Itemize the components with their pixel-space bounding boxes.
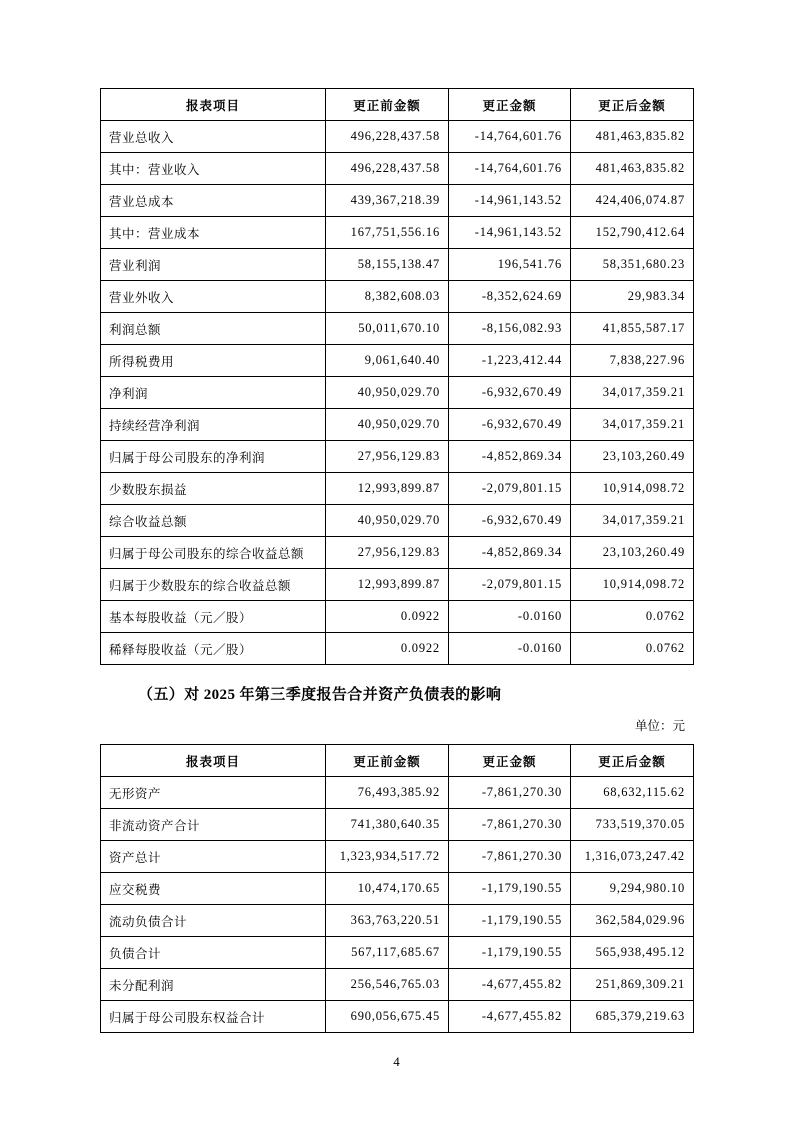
row-adjustment: -1,179,190.55 xyxy=(449,873,571,905)
row-before: 50,011,670.10 xyxy=(326,313,449,345)
unit-label: 单位：元 xyxy=(634,719,685,733)
row-before: 496,228,437.58 xyxy=(326,153,449,185)
income-statement-table xyxy=(100,88,694,665)
balance-sheet-table xyxy=(100,744,694,1033)
table-header-row xyxy=(101,89,694,121)
row-label: 归属于少数股东的综合收益总额 xyxy=(101,569,326,601)
row-before: 58,155,138.47 xyxy=(326,249,449,281)
row-after: 58,351,680.23 xyxy=(571,249,694,281)
row-label: 归属于母公司股东的净利润 xyxy=(101,441,326,473)
row-after: 0.0762 xyxy=(571,633,694,665)
row-label: 营业外收入 xyxy=(101,281,326,313)
row-before: 363,763,220.51 xyxy=(326,905,449,937)
table-row xyxy=(101,281,694,313)
row-after: 733,519,370.05 xyxy=(571,809,694,841)
row-after: 10,914,098.72 xyxy=(571,569,694,601)
row-label: 归属于母公司股东权益合计 xyxy=(101,1001,326,1033)
row-before: 9,061,640.40 xyxy=(326,345,449,377)
row-after: 10,914,098.72 xyxy=(571,473,694,505)
row-adjustment: -6,932,670.49 xyxy=(449,505,571,537)
table-row xyxy=(101,249,694,281)
row-label: 无形资产 xyxy=(101,777,326,809)
column-header-before: 更正前金额 xyxy=(326,745,449,777)
table-row xyxy=(101,841,694,873)
table-row xyxy=(101,873,694,905)
row-after: 565,938,495.12 xyxy=(571,937,694,969)
row-after: 152,790,412.64 xyxy=(571,217,694,249)
row-adjustment: -6,932,670.49 xyxy=(449,409,571,441)
row-after: 34,017,359.21 xyxy=(571,409,694,441)
row-adjustment: -14,961,143.52 xyxy=(449,217,571,249)
row-after: 424,406,074.87 xyxy=(571,185,694,217)
row-adjustment: -8,352,624.69 xyxy=(449,281,571,313)
row-after: 34,017,359.21 xyxy=(571,377,694,409)
row-adjustment: -6,932,670.49 xyxy=(449,377,571,409)
row-after: 1,316,073,247.42 xyxy=(571,841,694,873)
table-row xyxy=(101,777,694,809)
row-before: 10,474,170.65 xyxy=(326,873,449,905)
table-row xyxy=(101,345,694,377)
table-row xyxy=(101,505,694,537)
table-header-row xyxy=(101,745,694,777)
table-row xyxy=(101,537,694,569)
row-before: 690,056,675.45 xyxy=(326,1001,449,1033)
table-row xyxy=(101,473,694,505)
table-row xyxy=(101,633,694,665)
row-after: 23,103,260.49 xyxy=(571,441,694,473)
row-after: 481,463,835.82 xyxy=(571,121,694,153)
row-after: 7,838,227.96 xyxy=(571,345,694,377)
table-row xyxy=(101,153,694,185)
row-before: 256,546,765.03 xyxy=(326,969,449,1001)
table-row xyxy=(101,313,694,345)
row-label: 营业总成本 xyxy=(101,185,326,217)
row-adjustment: -4,677,455.82 xyxy=(449,1001,571,1033)
table-row xyxy=(101,937,694,969)
row-before: 167,751,556.16 xyxy=(326,217,449,249)
row-after: 41,855,587.17 xyxy=(571,313,694,345)
row-label: 营业利润 xyxy=(101,249,326,281)
row-adjustment: -7,861,270.30 xyxy=(449,841,571,873)
row-label: 稀释每股收益（元／股） xyxy=(101,633,326,665)
column-header-after: 更正后金额 xyxy=(571,89,694,121)
row-adjustment: -8,156,082.93 xyxy=(449,313,571,345)
row-before: 567,117,685.67 xyxy=(326,937,449,969)
page-number: 4 xyxy=(393,1054,400,1069)
balance-sheet-body xyxy=(101,777,694,1033)
row-label: 营业总收入 xyxy=(101,121,326,153)
column-header-adjustment: 更正金额 xyxy=(449,89,571,121)
row-label: 净利润 xyxy=(101,377,326,409)
table-row xyxy=(101,121,694,153)
row-label: 综合收益总额 xyxy=(101,505,326,537)
row-after: 29,983.34 xyxy=(571,281,694,313)
row-adjustment: -4,677,455.82 xyxy=(449,969,571,1001)
row-before: 40,950,029.70 xyxy=(326,377,449,409)
row-adjustment: -1,179,190.55 xyxy=(449,905,571,937)
row-label: 非流动资产合计 xyxy=(101,809,326,841)
row-before: 27,956,129.83 xyxy=(326,537,449,569)
row-after: 34,017,359.21 xyxy=(571,505,694,537)
row-label: 其中：营业收入 xyxy=(101,153,326,185)
row-before: 0.0922 xyxy=(326,601,449,633)
row-adjustment: -2,079,801.15 xyxy=(449,473,571,505)
row-adjustment: -1,223,412.44 xyxy=(449,345,571,377)
row-label: 所得税费用 xyxy=(101,345,326,377)
row-label: 应交税费 xyxy=(101,873,326,905)
row-label: 利润总额 xyxy=(101,313,326,345)
income-statement-body xyxy=(101,121,694,665)
row-label: 流动负债合计 xyxy=(101,905,326,937)
row-after: 251,869,309.21 xyxy=(571,969,694,1001)
row-after: 9,294,980.10 xyxy=(571,873,694,905)
row-label: 资产总计 xyxy=(101,841,326,873)
row-label: 持续经营净利润 xyxy=(101,409,326,441)
row-adjustment: -0.0160 xyxy=(449,633,571,665)
row-label: 基本每股收益（元／股） xyxy=(101,601,326,633)
table-row xyxy=(101,185,694,217)
row-before: 40,950,029.70 xyxy=(326,505,449,537)
table-row xyxy=(101,1001,694,1033)
income-statement-table-wrapper xyxy=(100,88,693,665)
row-adjustment: -1,179,190.55 xyxy=(449,937,571,969)
row-label: 其中：营业成本 xyxy=(101,217,326,249)
column-header-item: 报表项目 xyxy=(101,89,326,121)
row-after: 23,103,260.49 xyxy=(571,537,694,569)
column-header-before: 更正前金额 xyxy=(326,89,449,121)
row-after: 68,632,115.62 xyxy=(571,777,694,809)
row-adjustment: -7,861,270.30 xyxy=(449,777,571,809)
table-row xyxy=(101,969,694,1001)
row-label: 未分配利润 xyxy=(101,969,326,1001)
balance-sheet-table-wrapper xyxy=(100,744,693,1033)
table-row xyxy=(101,905,694,937)
column-header-adjustment: 更正金额 xyxy=(449,745,571,777)
row-adjustment: 196,541.76 xyxy=(449,249,571,281)
row-after: 481,463,835.82 xyxy=(571,153,694,185)
row-adjustment: -14,764,601.76 xyxy=(449,121,571,153)
table-row xyxy=(101,377,694,409)
section-heading: （五）对 2025 年第三季度报告合并资产负债表的影响 xyxy=(138,687,502,703)
column-header-item: 报表项目 xyxy=(101,745,326,777)
row-before: 27,956,129.83 xyxy=(326,441,449,473)
row-adjustment: -14,961,143.52 xyxy=(449,185,571,217)
table-row xyxy=(101,217,694,249)
row-before: 439,367,218.39 xyxy=(326,185,449,217)
table-row xyxy=(101,809,694,841)
row-before: 12,993,899.87 xyxy=(326,569,449,601)
column-header-after: 更正后金额 xyxy=(571,745,694,777)
row-adjustment: -2,079,801.15 xyxy=(449,569,571,601)
row-label: 归属于母公司股东的综合收益总额 xyxy=(101,537,326,569)
row-before: 40,950,029.70 xyxy=(326,409,449,441)
table-row xyxy=(101,601,694,633)
row-before: 741,380,640.35 xyxy=(326,809,449,841)
row-before: 8,382,608.03 xyxy=(326,281,449,313)
table-row xyxy=(101,441,694,473)
row-before: 1,323,934,517.72 xyxy=(326,841,449,873)
row-before: 12,993,899.87 xyxy=(326,473,449,505)
table-row xyxy=(101,409,694,441)
row-label: 负债合计 xyxy=(101,937,326,969)
row-adjustment: -7,861,270.30 xyxy=(449,809,571,841)
row-after: 685,379,219.63 xyxy=(571,1001,694,1033)
row-adjustment: -0.0160 xyxy=(449,601,571,633)
row-after: 362,584,029.96 xyxy=(571,905,694,937)
table-row xyxy=(101,569,694,601)
row-after: 0.0762 xyxy=(571,601,694,633)
row-label: 少数股东损益 xyxy=(101,473,326,505)
row-adjustment: -4,852,869.34 xyxy=(449,537,571,569)
row-adjustment: -4,852,869.34 xyxy=(449,441,571,473)
row-before: 76,493,385.92 xyxy=(326,777,449,809)
row-before: 0.0922 xyxy=(326,633,449,665)
row-adjustment: -14,764,601.76 xyxy=(449,153,571,185)
row-before: 496,228,437.58 xyxy=(326,121,449,153)
